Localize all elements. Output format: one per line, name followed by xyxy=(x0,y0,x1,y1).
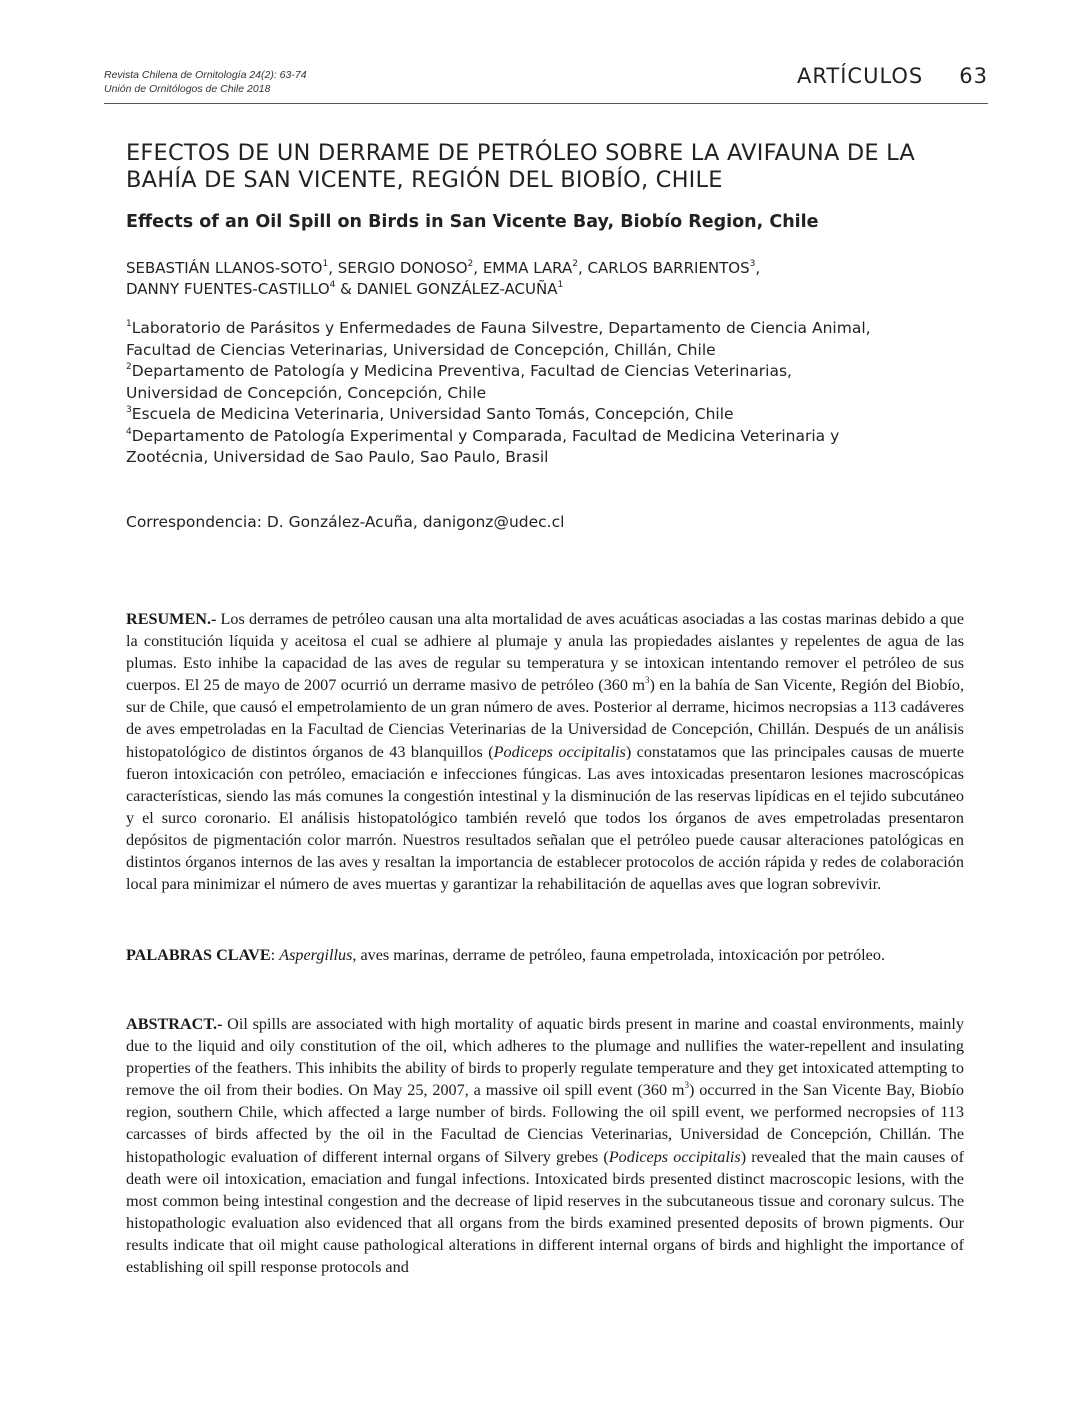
species-name: Podiceps occipitalis xyxy=(608,1147,741,1166)
author-list: SEBASTIÁN LLANOS-SOTO$^1$, SERGIO DONOSO$^2$, EMMA LARA$^2$, CARLOS BARRIENTOS$^3$, DANNY FUENTES-CASTILLO$^4$ & DANIEL GONZÁLEZ-ACUÑA$^1$ xyxy=(126,259,761,298)
author: CARLOS BARRIENTOS$^3$ xyxy=(587,259,756,277)
author: SEBASTIÁN LLANOS-SOTO$^1$ xyxy=(126,259,329,277)
resumen-label: RESUMEN xyxy=(126,610,207,628)
journal-citation-line1: Revista Chilena de Ornitología 24(2): 63-74 xyxy=(104,69,307,81)
author: DANNY FUENTES-CASTILLO$^4$ xyxy=(126,280,336,298)
affiliation-line: $^4$Departamento de Patología Experimental y Comparada, Facultad de Medicina Veterinaria y xyxy=(126,426,840,445)
journal-citation-line2: Unión de Ornitólogos de Chile 2018 xyxy=(104,83,271,95)
running-head xyxy=(797,64,988,88)
affiliation-line: Facultad de Ciencias Veterinarias, Universidad de Concepción, Chillán, Chile xyxy=(126,340,716,359)
affiliation-line: $^1$Laboratorio de Parásitos y Enfermedades de Fauna Silvestre, Departamento de Ciencia Animal, xyxy=(126,319,871,337)
abstract-label: ABSTRACT xyxy=(126,1015,213,1033)
affiliation-line: $^3$Escuela de Medicina Veterinaria, Universidad Santo Tomás, Concepción, Chile xyxy=(126,405,734,423)
correspondence: Correspondencia: D. González-Acuña, danigonz@udec.cl xyxy=(126,513,565,531)
resumen-paragraph: RESUMEN.- Los derrames de petróleo causan una alta mortalidad de aves acuáticas asociadas a las costas marinas debido a que la constitución líquida y aceitosa el cual se adhiere al plumaje y anula las propiedades aislantes y repelentes de agua de las plumas. Esto inhibe la capacidad de las aves de regular su temperatura y se intoxican intentando remover el petróleo de sus cuerpos. El 25 de mayo de 2007 ocurrió un derrame masivo de petróleo (360 $m^3$) en la bahía de San Vicente, Región del Biobío, sur de Chile, que causó el empetrolamiento de un gran número de aves. Posterior al derrame, hicimos necropsias a 113 cadáveres de aves empetroladas en la Facultad de Ciencias Veterinarias de la Universidad de Concepción, Chillán. Después de un análisis histopatológico de distintos órganos de 43 blanquillos (Podiceps occipitalis) constatamos que las principales causas de muerte fueron intoxicación con petróleo, emaciación e infecciones fúngicas. Las aves intoxicadas presentaron lesiones macroscópicas características, siendo las más comunes la congestión intestinal y la disminución de las reservas lipídicas en el tejido subcutáneo y el surco coronario. El análisis histopatológico también reveló que todos los órganos de aves empetroladas presentaron depósitos de pigmentación color marrón. Nuestros resultados señalan que el petróleo puede causar alteraciones patológicas en distintos órganos internos de las aves y resaltan la importancia de establecer protocolos de acción rápida y redes de colaboración local para minimizar el número de aves muertas y garantizar la rehabilitación de aquellas aves que logran sobrevivir. xyxy=(126,610,965,894)
journal-citation xyxy=(104,68,307,96)
article-title-line2: BAHÍA DE SAN VICENTE, REGIÓN DEL BIOBÍO, CHILE xyxy=(126,167,723,193)
affiliations xyxy=(126,318,986,469)
article-title xyxy=(126,140,986,194)
keywords-label: PALABRAS CLAVE xyxy=(126,946,271,964)
keywords-paragraph: PALABRAS CLAVE: Aspergillus, aves marinas, derrame de petróleo, fauna empetrolada, intoxicación por petróleo. xyxy=(126,946,885,964)
article-title-line1: EFECTOS DE UN DERRAME DE PETRÓLEO SOBRE LA AVIFAUNA DE LA xyxy=(126,140,916,166)
page-number: 63 xyxy=(959,64,988,88)
species-name: Podiceps occipitalis xyxy=(493,742,626,761)
affiliation-line: $^2$Departamento de Patología y Medicina Preventiva, Facultad de Ciencias Veterinarias, xyxy=(126,362,792,380)
article-subtitle: Effects of an Oil Spill on Birds in San Vicente Bay, Biobío Region, Chile xyxy=(126,212,819,232)
affiliation-line: Universidad de Concepción, Concepción, Chile xyxy=(126,383,487,402)
author: EMMA LARA$^2$ xyxy=(482,259,578,277)
affiliation-line: Zootécnia, Universidad de Sao Paulo, Sao Paulo, Brasil xyxy=(126,448,549,466)
header-divider xyxy=(104,103,988,104)
genus-name: Aspergillus xyxy=(279,946,353,964)
abstract-paragraph: ABSTRACT.- Oil spills are associated with high mortality of aquatic birds present in marine and coastal environments, mainly due to the liquid and oily constitution of the oil, which adheres to the plumage and nullifies the water-repellent and insulating properties of the feathers. This inhibits the ability of birds to properly regulate temperature and they get intoxicated attempting to remove the oil from their bodies. On May 25, 2007, a massive oil spill event (360 $m^3$) occurred in the San Vicente Bay, Biobío region, southern Chile, which affected a large number of birds. Following the oil spill event, we performed necropsies of 113 carcasses of birds affected by the oil in the Facultad de Ciencias Veterinarias, Universidad de Concepción, Chillán. The histopathologic evaluation of different internal organs of Silvery grebes (Podiceps occipitalis) revealed that the main causes of death were oil intoxication, emaciation and fungal infections. Intoxicated birds presented distinct macroscopic lesions, with the most common being intestinal congestion and the decrease of lipid reserves in the subcutaneous tissue and coronary sulcus. The histopathologic evaluation also evidenced that all organs from the birds examined presented deposits of brown pigments. Our results indicate that oil might cause pathological alterations in different internal organs of birds and highlight the importance of establishing oil spill response protocols and xyxy=(126,1015,964,1277)
author: SERGIO DONOSO$^2$ xyxy=(337,259,474,277)
author: DANIEL GONZÁLEZ-ACUÑA$^1$ xyxy=(356,280,564,298)
section-label: ARTÍCULOS xyxy=(796,64,924,88)
